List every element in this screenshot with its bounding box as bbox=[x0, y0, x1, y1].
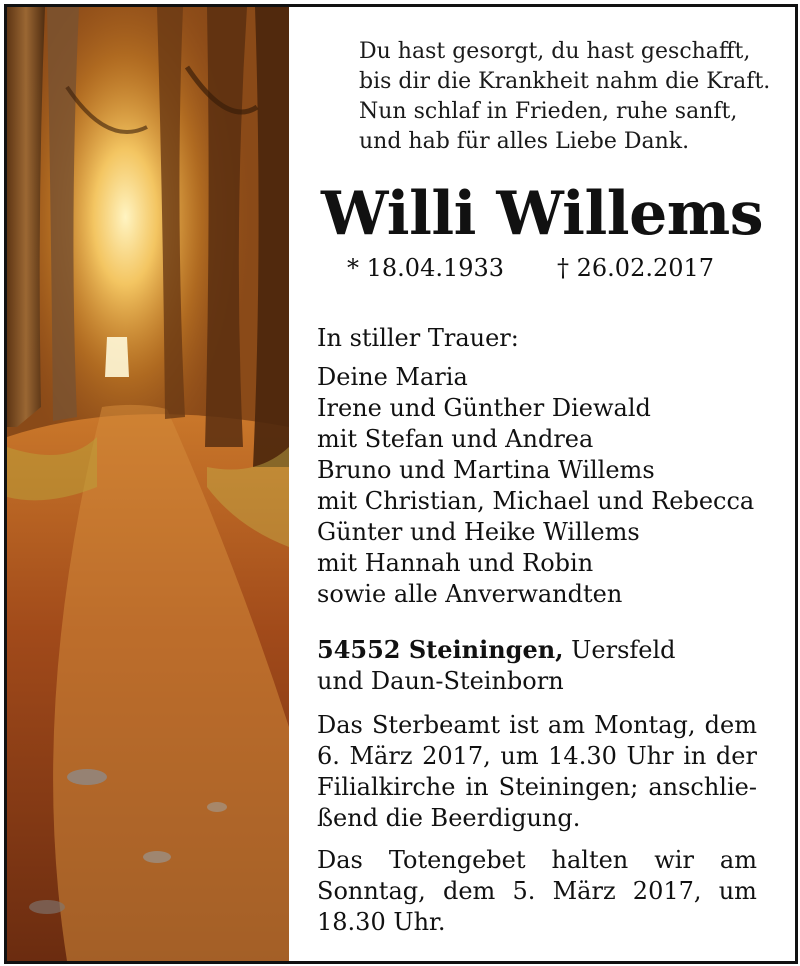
address-line-2: und Daun-Steinborn bbox=[317, 667, 564, 695]
word: halten bbox=[551, 846, 629, 874]
service-line bbox=[317, 710, 757, 741]
word: um bbox=[500, 742, 539, 770]
word: um bbox=[718, 877, 757, 905]
word: März bbox=[552, 877, 616, 905]
word: 14.30 bbox=[548, 742, 617, 770]
prayer-line bbox=[317, 876, 757, 907]
death-date: † 26.02.2017 bbox=[557, 254, 715, 282]
mourner-line: Günter und Heike Willems bbox=[317, 518, 640, 546]
deceased-name: Willi Willems bbox=[320, 179, 764, 249]
mourners-list bbox=[317, 323, 787, 610]
address-city: 54552 Steiningen, bbox=[317, 635, 564, 664]
word: wir bbox=[654, 846, 694, 874]
mourner-line: Bruno und Martina Willems bbox=[317, 456, 655, 484]
service-line bbox=[317, 772, 757, 803]
forest-path-illustration bbox=[7, 7, 289, 961]
prayer-text bbox=[317, 845, 757, 938]
mourner-line: Irene und Günther Diewald bbox=[317, 394, 651, 422]
motto-line: und hab für alles Liebe Dank. bbox=[359, 129, 690, 154]
word: am bbox=[547, 711, 585, 739]
mourner-line: Deine Maria bbox=[317, 363, 468, 391]
word: Sterbeamt bbox=[371, 711, 501, 739]
word: ist bbox=[509, 711, 539, 739]
word: Totengebet bbox=[388, 846, 526, 874]
service-line: ßend die Beerdigung. bbox=[317, 804, 581, 832]
word: 2017, bbox=[422, 742, 491, 770]
word: 6. bbox=[317, 742, 340, 770]
word: Das bbox=[317, 846, 363, 874]
word: Sonntag, bbox=[317, 877, 426, 905]
word: am bbox=[719, 846, 757, 874]
text-column bbox=[289, 7, 795, 961]
funeral-service-text bbox=[317, 710, 757, 834]
forest-path-photo bbox=[7, 7, 289, 961]
mourners-heading: In stiller Trauer: bbox=[317, 324, 519, 352]
word: Filialkirche bbox=[317, 773, 456, 801]
word: in bbox=[683, 742, 707, 770]
mourner-line: sowie alle Anverwandten bbox=[317, 580, 623, 608]
motto-line: bis dir die Krankheit nahm die Kraft. bbox=[359, 69, 771, 94]
motto-line: Du hast gesorgt, du hast geschafft, bbox=[359, 39, 751, 64]
address-line-1 bbox=[317, 634, 787, 666]
birth-date: * 18.04.1933 bbox=[347, 254, 505, 282]
word: dem bbox=[442, 877, 496, 905]
word: Uhr bbox=[626, 742, 674, 770]
word: der bbox=[715, 742, 757, 770]
word: 2017, bbox=[632, 877, 702, 905]
mourner-line: mit Stefan und Andrea bbox=[317, 425, 594, 453]
word: Steiningen; bbox=[498, 773, 639, 801]
address-city-extra: Uersfeld bbox=[563, 636, 676, 664]
word: in bbox=[465, 773, 489, 801]
word: anschlie- bbox=[648, 773, 757, 801]
motto-verse bbox=[359, 37, 779, 157]
mourner-line: mit Christian, Michael und Rebecca bbox=[317, 487, 755, 515]
obituary-card bbox=[4, 4, 798, 964]
prayer-line: 18.30 Uhr. bbox=[317, 908, 446, 936]
mourner-line: mit Hannah und Robin bbox=[317, 549, 594, 577]
word: 5. bbox=[512, 877, 536, 905]
service-line bbox=[317, 741, 757, 772]
address-block bbox=[317, 634, 787, 697]
motto-line: Nun schlaf in Frieden, ruhe sanft, bbox=[359, 99, 738, 124]
word: Montag, bbox=[594, 711, 696, 739]
prayer-line bbox=[317, 845, 757, 876]
word: Das bbox=[317, 711, 363, 739]
word: März bbox=[349, 742, 413, 770]
word: dem bbox=[704, 711, 757, 739]
